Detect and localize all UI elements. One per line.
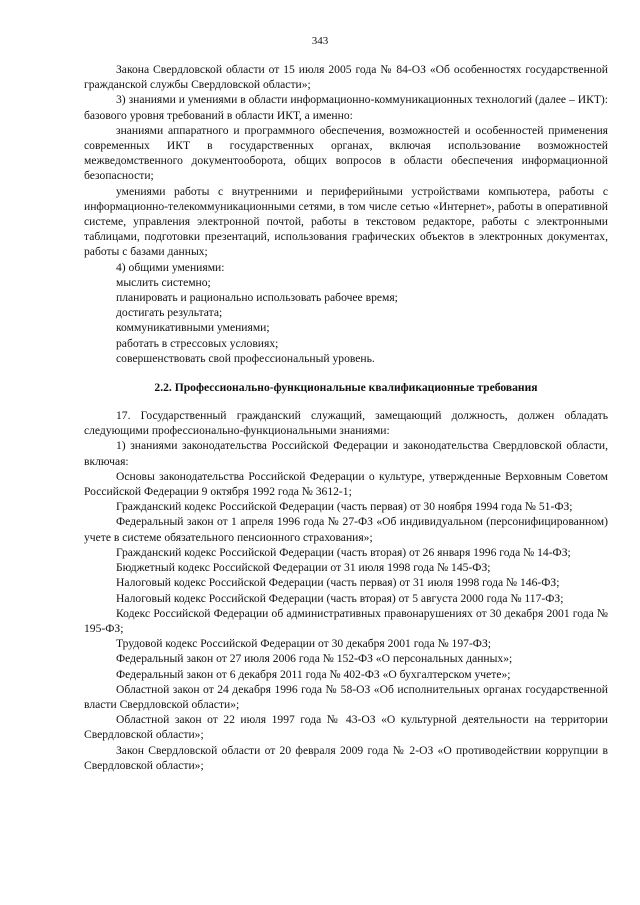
paragraph: Федеральный закон от 27 июля 2006 года № 152-ФЗ «О персональных данных»; [116, 652, 513, 666]
paragraph: Закон Свердловской области от 20 февраля 2009 года № 2-ОЗ «О противодействии коррупции в Свердловской области»; [84, 743, 608, 772]
section-heading: 2.2. Профессионально-функциональные квалификационные требования [154, 381, 538, 395]
paragraph: мыслить системно; [116, 275, 211, 289]
paragraph: работать в стрессовых условиях; [116, 336, 279, 350]
paragraph: умениями работы с внутренними и периферийными устройствами компьютера, работы с информационно-телекоммуникационными сетями, в том числе сетью «Интернет», работы в оперативной системе, управления электронной почтой, работы в текстовом редакторе, работы с электронными таблицами, подготовки презентаций, использования графических объектов в электронных документах, работы с базами данных; [84, 184, 608, 259]
paragraph: Областной закон от 22 июля 1997 года № 43-ОЗ «О культурной деятельности на территории Свердловской области»; [84, 713, 608, 742]
paragraph: Федеральный закон от 6 декабря 2011 года № 402-ФЗ «О бухгалтерском учете»; [116, 667, 511, 681]
paragraph: Бюджетный кодекс Российской Федерации от 31 июля 1998 года № 145-ФЗ; [116, 561, 491, 575]
paragraph: 1) знаниями законодательства Российской Федерации и законодательства Свердловской области, включая: [84, 439, 608, 468]
document-body [84, 62, 608, 773]
paragraph: 17. Государственный гражданский служащий, замещающий должность, должен обладать следующими профессионально-функциональными знаниями: [84, 409, 608, 438]
paragraph: Основы законодательства Российской Федерации о культуре, утвержденные Верховным Советом Российской Федерации 9 октября 1992 года № 3612-1; [84, 469, 608, 499]
paragraph: достигать результата; [116, 306, 223, 320]
paragraph: 4) общими умениями: [116, 260, 225, 274]
paragraph: Федеральный закон от 1 апреля 1996 года № 27-ФЗ «Об индивидуальном (персонифицированном) учете в системе обязательного пенсионного страхования»; [84, 515, 608, 544]
paragraph: коммуникативными умениями; [116, 321, 270, 335]
paragraph: Закона Свердловской области от 15 июля 2005 года № 84-ОЗ «Об особенностях государственной гражданской службы Свердловской области»; [84, 63, 608, 92]
paragraph: Трудовой кодекс Российской Федерации от 30 декабря 2001 года № 197-ФЗ; [116, 637, 491, 651]
paragraph: Гражданский кодекс Российской Федерации (часть вторая) от 26 января 1996 года № 14-ФЗ; [116, 545, 571, 559]
paragraph: Кодекс Российской Федерации об административных правонарушениях от 30 декабря 2001 года № 195-ФЗ; [84, 606, 608, 635]
paragraph: планировать и рационально использовать рабочее время; [116, 291, 398, 305]
paragraph: Налоговый кодекс Российской Федерации (часть первая) от 31 июля 1998 года № 146-ФЗ; [116, 576, 560, 590]
paragraph: 3) знаниями и умениями в области информационно-коммуникационных технологий (далее – ИКТ): базового уровня требований в области ИКТ, а именно: [84, 93, 608, 122]
paragraph: Налоговый кодекс Российской Федерации (часть вторая) от 5 августа 2000 года № 117-ФЗ; [116, 591, 564, 605]
page-number: 343 [311, 35, 329, 47]
paragraph: Областной закон от 24 декабря 1996 года № 58-ОЗ «Об исполнительных органах государственной власти Свердловской области»; [84, 682, 608, 711]
paragraph: совершенствовать свой профессиональный уровень. [116, 351, 375, 365]
paragraph: Гражданский кодекс Российской Федерации (часть первая) от 30 ноября 1994 года № 51-ФЗ; [116, 500, 573, 514]
paragraph: знаниями аппаратного и программного обеспечения, возможностей и особенностей применения современных ИКТ в государственных органах, включая использование возможностей межведомственного документооборота, общих вопросов в области обеспечения информационной безопасности; [84, 123, 608, 183]
